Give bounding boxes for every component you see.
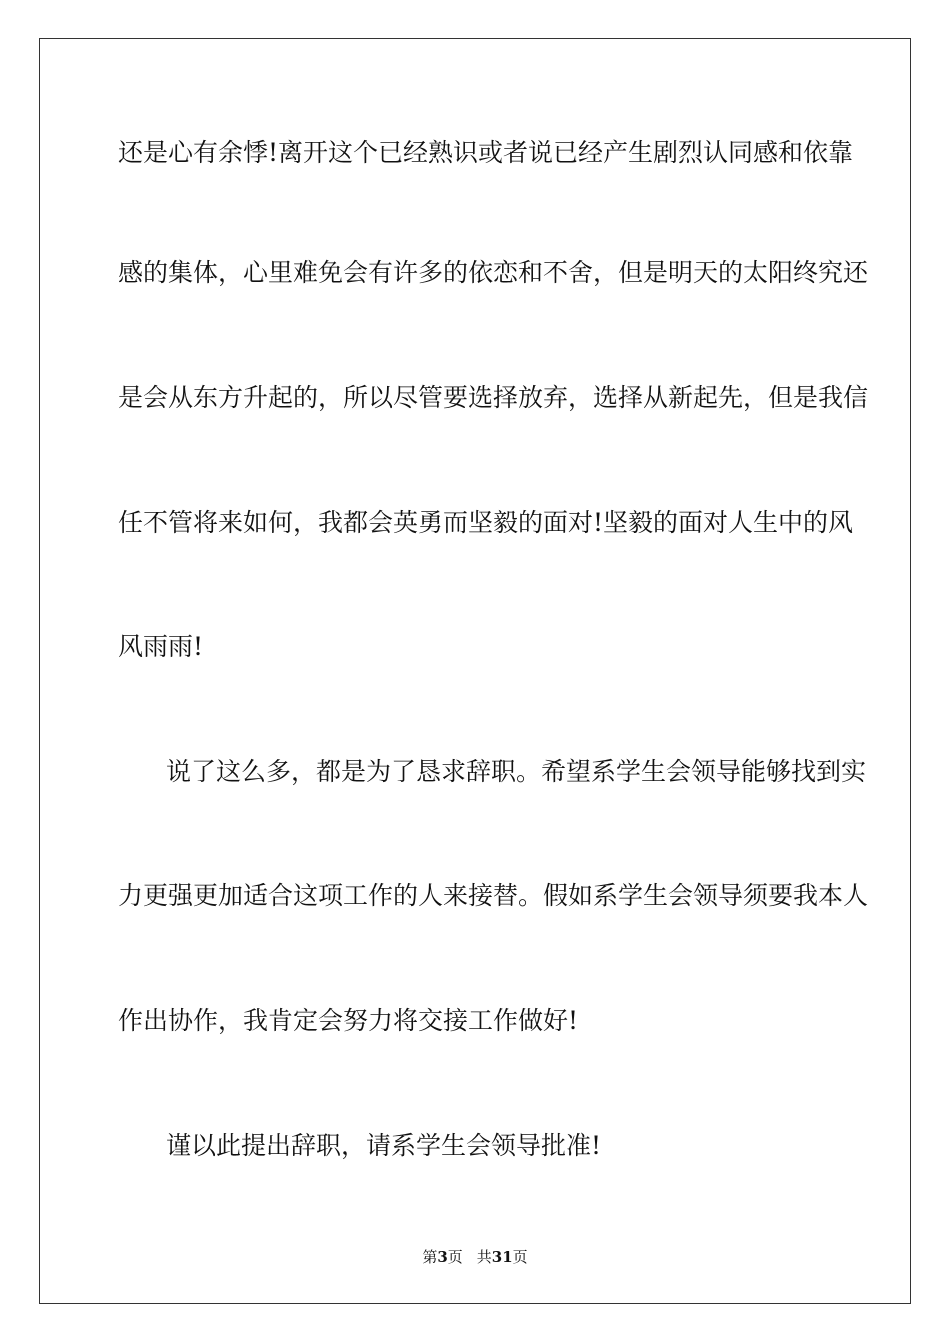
footer-page-suffix: 页: [447, 1248, 463, 1266]
footer-total-prefix: 共: [476, 1248, 492, 1266]
page-border: [39, 38, 911, 1304]
body-line-4: 任不管将来如何，我都会英勇而坚毅的面对!坚毅的面对人生中的风: [118, 508, 854, 537]
body-line-7: 力更强更加适合这项工作的人来接替。假如系学生会领导须要我本人: [118, 881, 869, 910]
footer-total-suffix: 页: [512, 1248, 528, 1266]
body-line-5: 风雨雨!: [118, 632, 204, 661]
footer-page-prefix: 第: [422, 1248, 438, 1266]
body-line-9: 谨以此提出辞职，请系学生会领导批准!: [166, 1131, 602, 1160]
body-line-1: 还是心有余悸!离开这个已经熟识或者说已经产生剧烈认同感和依靠: [118, 138, 854, 167]
footer-total-pages: 31: [491, 1248, 513, 1266]
body-line-6: 说了这么多，都是为了恳求辞职。希望系学生会领导能够找到实: [166, 757, 867, 786]
body-line-3: 是会从东方升起的，所以尽管要选择放弃，选择从新起先，但是我信: [118, 383, 869, 412]
page-footer: [0, 1248, 950, 1266]
body-line-8: 作出协作，我肯定会努力将交接工作做好!: [118, 1006, 579, 1035]
footer-page-number: 3: [437, 1248, 448, 1266]
body-line-2: 感的集体，心里难免会有许多的依恋和不舍，但是明天的太阳终究还: [118, 258, 869, 287]
